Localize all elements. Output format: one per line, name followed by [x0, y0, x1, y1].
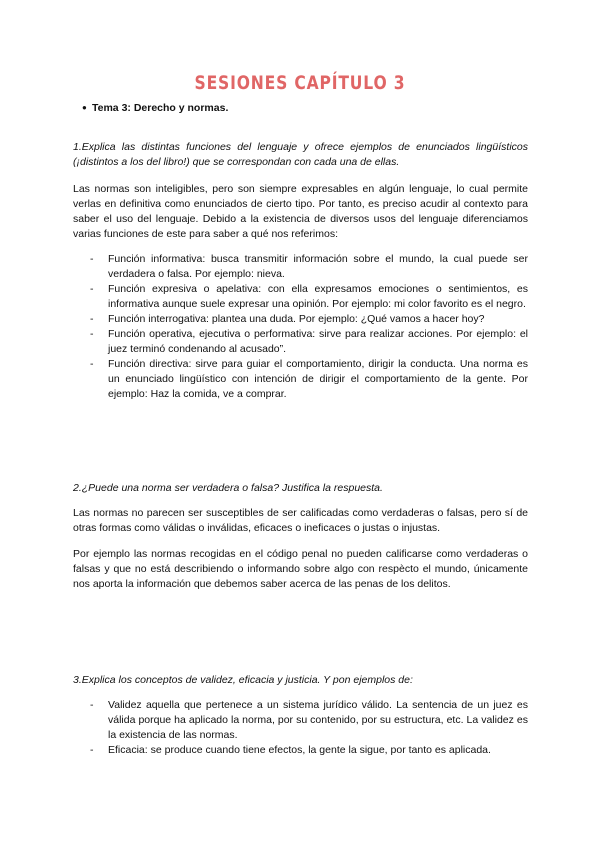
dash-marker: - [90, 283, 94, 295]
q3-concepts-list [90, 698, 528, 758]
list-item: - Función directiva: sirve para guiar el comportamiento, dirigir la conducta. Una norma es un enunciado lingüístico con intención de dirigir el comportamiento de la gente. Por ejemplo: Haz la comida, ve a comprar. [90, 358, 528, 400]
list-item: - Función operativa, ejecutiva o performativa: sirve para realizar acciones. Por ejemplo: el juez terminó condenando al acusado”. [90, 328, 528, 355]
topic-text: Tema 3: Derecho y normas. [92, 102, 229, 114]
dash-marker: - [90, 744, 94, 756]
dash-marker: - [90, 699, 94, 711]
q1-functions-list [90, 252, 528, 402]
q1-intro-paragraph: Las normas son inteligibles, pero son siempre expresables en algún lenguaje, lo cual permite verlas en definitiva como enunciados de cierto tipo. Por tanto, es preciso acudir al contexto para saber el uso del lenguaje. Debido a la existencia de diversos usos del lenguaje diferenciamos varias funciones de este para saber a qué nos referimos: [73, 183, 528, 240]
topic-bullet-item [82, 101, 229, 115]
list-item: - Función informativa: busca transmitir información sobre el mundo, la cual puede ser verdadera o falsa. Por ejemplo: nieva. [90, 253, 528, 280]
question-1: 1.Explica las distintas funciones del lenguaje y ofrece ejemplos de enunciados lingüísticos (¡distintos a los del libro!) que se correspondan con cada una de ellas. [73, 141, 528, 168]
list-item: - Validez aquella que pertenece a un sistema jurídico válido. La sentencia de un juez es válida porque ha aplicado la norma, por su contenido, por su estructura, etc. La validez es la existencia de las normas. [90, 699, 528, 741]
question-2: 2.¿Puede una norma ser verdadera o falsa? Justifica la respuesta. [73, 482, 383, 494]
q2-paragraph-2: Por ejemplo las normas recogidas en el código penal no pueden calificarse como verdaderas o falsas y que no está describiendo o informando sobre algo con respècto el mundo, únicamente nos aporta la información que debemos saber acerca de las penas de los delitos. [73, 548, 528, 590]
dash-marker: - [90, 358, 94, 370]
list-item: - Función interrogativa: plantea una duda. Por ejemplo: ¿Qué vamos a hacer hoy? [90, 313, 485, 325]
q2-paragraph-1: Las normas no parecen ser susceptibles de ser calificadas como verdaderas o falsas, pero sí de otras formas como válidas o inválidas, eficaces o ineficaces o justas o injustas. [73, 507, 528, 534]
list-item: - Eficacia: se produce cuando tiene efectos, la gente la sigue, por tanto es aplicada. [90, 744, 491, 756]
page-title: SESIONES CAPÍTULO 3 [194, 72, 406, 94]
dash-marker: - [90, 253, 94, 265]
dash-marker: - [90, 328, 94, 340]
list-item: - Función expresiva o apelativa: con ella expresamos emociones o sentimientos, es informativa aunque suele expresar una opinión. Por ejemplo: mi color favorito es el negro. [90, 283, 528, 310]
dash-marker: - [90, 313, 94, 325]
bullet-icon: ● [82, 103, 87, 112]
question-3: 3.Explica los conceptos de validez, eficacia y justicia. Y pon ejemplos de: [73, 674, 413, 686]
